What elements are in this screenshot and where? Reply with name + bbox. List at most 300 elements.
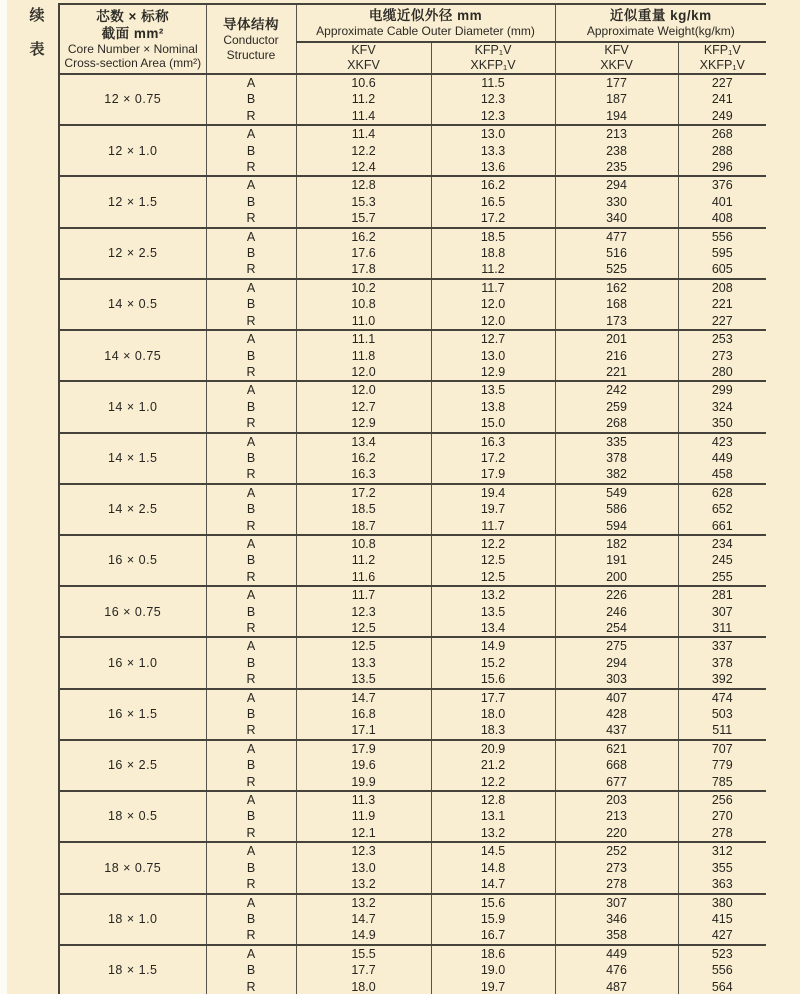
table-row xyxy=(59,484,766,501)
cell-core-area: 14 × 1.5 xyxy=(59,433,206,484)
cell-diameter-kfv: 10.8 xyxy=(296,296,431,312)
cell-diameter-kfp1v: 16.5 xyxy=(431,194,555,210)
cell-conductor-structure: A xyxy=(206,176,296,193)
cell-core-area: 16 × 2.5 xyxy=(59,740,206,791)
cell-diameter-kfp1v: 19.7 xyxy=(431,501,555,517)
cell-diameter-kfv: 11.8 xyxy=(296,348,431,364)
cell-diameter-kfv: 16.2 xyxy=(296,450,431,466)
cell-weight-kfv: 173 xyxy=(555,313,678,330)
table-header xyxy=(59,4,766,74)
cell-weight-kfp1v: 324 xyxy=(678,399,766,415)
cell-conductor-structure: B xyxy=(206,655,296,671)
cell-weight-kfv: 220 xyxy=(555,825,678,842)
cell-diameter-kfp1v: 12.9 xyxy=(431,364,555,381)
cell-diameter-kfp1v: 13.8 xyxy=(431,399,555,415)
cell-conductor-structure: R xyxy=(206,313,296,330)
cell-weight-kfv: 182 xyxy=(555,535,678,552)
cell-conductor-structure: A xyxy=(206,279,296,296)
cell-weight-kfp1v: 296 xyxy=(678,159,766,176)
cell-diameter-kfp1v: 12.7 xyxy=(431,330,555,347)
cell-diameter-kfp1v: 12.0 xyxy=(431,313,555,330)
cell-weight-kfp1v: 227 xyxy=(678,313,766,330)
cell-conductor-structure: A xyxy=(206,637,296,654)
cell-diameter-kfv: 16.3 xyxy=(296,466,431,483)
cell-diameter-kfv: 17.6 xyxy=(296,245,431,261)
cell-diameter-kfv: 12.1 xyxy=(296,825,431,842)
cell-diameter-kfv: 13.2 xyxy=(296,876,431,893)
cell-conductor-structure: A xyxy=(206,433,296,450)
cell-weight-kfp1v: 350 xyxy=(678,415,766,432)
table-row xyxy=(59,228,766,245)
cell-weight-kfv: 358 xyxy=(555,927,678,944)
cell-conductor-structure: A xyxy=(206,330,296,347)
cell-weight-kfv: 246 xyxy=(555,604,678,620)
cell-conductor-structure: A xyxy=(206,125,296,142)
cell-core-area: 12 × 1.0 xyxy=(59,125,206,176)
cell-weight-kfp1v: 556 xyxy=(678,228,766,245)
cell-diameter-kfv: 11.9 xyxy=(296,808,431,824)
cell-weight-kfp1v: 392 xyxy=(678,671,766,688)
cell-conductor-structure: R xyxy=(206,927,296,944)
cell-weight-kfv: 594 xyxy=(555,518,678,535)
cell-diameter-kfv: 17.8 xyxy=(296,261,431,278)
cell-diameter-kfv: 12.9 xyxy=(296,415,431,432)
cell-diameter-kfp1v: 17.2 xyxy=(431,210,555,227)
cell-diameter-kfp1v: 12.0 xyxy=(431,296,555,312)
cell-diameter-kfv: 11.4 xyxy=(296,125,431,142)
cell-conductor-structure: B xyxy=(206,706,296,722)
cell-weight-kfv: 294 xyxy=(555,176,678,193)
cell-diameter-kfv: 11.1 xyxy=(296,330,431,347)
cell-diameter-kfp1v: 12.5 xyxy=(431,552,555,568)
table-row xyxy=(59,176,766,193)
cell-weight-kfv: 238 xyxy=(555,143,678,159)
cell-weight-kfp1v: 363 xyxy=(678,876,766,893)
cell-weight-kfv: 476 xyxy=(555,962,678,978)
continued-table-label xyxy=(28,4,46,59)
cell-conductor-structure: B xyxy=(206,143,296,159)
table-row xyxy=(59,894,766,911)
cable-spec-table xyxy=(58,3,766,994)
cell-weight-kfp1v: 241 xyxy=(678,91,766,107)
cell-weight-kfv: 191 xyxy=(555,552,678,568)
cell-diameter-kfp1v: 16.7 xyxy=(431,927,555,944)
cell-diameter-kfv: 11.7 xyxy=(296,586,431,603)
cell-diameter-kfp1v: 15.6 xyxy=(431,671,555,688)
cell-diameter-kfp1v: 11.7 xyxy=(431,279,555,296)
cell-diameter-kfv: 12.3 xyxy=(296,604,431,620)
cell-diameter-kfv: 17.7 xyxy=(296,962,431,978)
cell-weight-kfp1v: 273 xyxy=(678,348,766,364)
cell-diameter-kfv: 11.2 xyxy=(296,91,431,107)
cell-diameter-kfv: 12.3 xyxy=(296,842,431,859)
continued-table-char2: 表 xyxy=(29,41,45,58)
cell-weight-kfp1v: 378 xyxy=(678,655,766,671)
cell-weight-kfv: 221 xyxy=(555,364,678,381)
cell-core-area: 18 × 0.75 xyxy=(59,842,206,893)
cell-diameter-kfp1v: 12.5 xyxy=(431,569,555,586)
cell-conductor-structure: B xyxy=(206,911,296,927)
cell-weight-kfp1v: 278 xyxy=(678,825,766,842)
cell-diameter-kfv: 19.9 xyxy=(296,774,431,791)
cell-core-area: 14 × 0.75 xyxy=(59,330,206,381)
cell-weight-kfp1v: 227 xyxy=(678,74,766,91)
cell-diameter-kfv: 17.2 xyxy=(296,484,431,501)
cell-weight-kfv: 307 xyxy=(555,894,678,911)
table-row xyxy=(59,842,766,859)
cell-conductor-structure: A xyxy=(206,689,296,706)
cell-conductor-structure: R xyxy=(206,722,296,739)
table-row xyxy=(59,740,766,757)
cell-weight-kfp1v: 427 xyxy=(678,927,766,944)
cell-weight-kfp1v: 288 xyxy=(678,143,766,159)
cell-diameter-kfp1v: 18.6 xyxy=(431,945,555,962)
cell-conductor-structure: A xyxy=(206,484,296,501)
table-row xyxy=(59,637,766,654)
cell-diameter-kfp1v: 16.2 xyxy=(431,176,555,193)
cell-conductor-structure: A xyxy=(206,74,296,91)
cell-core-area: 16 × 0.5 xyxy=(59,535,206,586)
cell-diameter-kfp1v: 17.9 xyxy=(431,466,555,483)
header-core-area-en1: Core Number × Nominal xyxy=(67,41,198,56)
cell-weight-kfv: 235 xyxy=(555,159,678,176)
cell-weight-kfp1v: 380 xyxy=(678,894,766,911)
cell-core-area: 18 × 0.5 xyxy=(59,791,206,842)
cell-diameter-kfv: 12.5 xyxy=(296,620,431,637)
cell-weight-kfv: 242 xyxy=(555,381,678,398)
cell-diameter-kfv: 11.6 xyxy=(296,569,431,586)
cell-weight-kfv: 449 xyxy=(555,945,678,962)
cell-conductor-structure: R xyxy=(206,876,296,893)
cell-weight-kfp1v: 299 xyxy=(678,381,766,398)
cell-diameter-kfv: 12.4 xyxy=(296,159,431,176)
header-diameter-kfv: KFV XKFV xyxy=(296,42,431,74)
cell-conductor-structure: B xyxy=(206,552,296,568)
cell-weight-kfp1v: 234 xyxy=(678,535,766,552)
header-weight-en: Approximate Weight(kg/km) xyxy=(586,24,735,39)
cell-diameter-kfp1v: 20.9 xyxy=(431,740,555,757)
cell-weight-kfp1v: 255 xyxy=(678,569,766,586)
cell-weight-kfv: 516 xyxy=(555,245,678,261)
cell-diameter-kfv: 14.9 xyxy=(296,927,431,944)
cell-core-area: 12 × 0.75 xyxy=(59,74,206,125)
table-row xyxy=(59,125,766,142)
cell-diameter-kfp1v: 14.8 xyxy=(431,860,555,876)
cell-diameter-kfp1v: 13.5 xyxy=(431,381,555,398)
cell-diameter-kfp1v: 19.7 xyxy=(431,979,555,994)
cell-conductor-structure: B xyxy=(206,399,296,415)
cell-diameter-kfp1v: 12.2 xyxy=(431,535,555,552)
cell-weight-kfv: 273 xyxy=(555,860,678,876)
cell-conductor-structure: R xyxy=(206,210,296,227)
table-row xyxy=(59,74,766,91)
cell-weight-kfp1v: 253 xyxy=(678,330,766,347)
cell-diameter-kfv: 12.0 xyxy=(296,364,431,381)
cell-weight-kfv: 213 xyxy=(555,125,678,142)
cell-weight-kfp1v: 337 xyxy=(678,637,766,654)
cell-diameter-kfv: 17.9 xyxy=(296,740,431,757)
cell-diameter-kfp1v: 15.9 xyxy=(431,911,555,927)
cell-diameter-kfp1v: 13.5 xyxy=(431,604,555,620)
cell-diameter-kfp1v: 13.1 xyxy=(431,808,555,824)
header-conductor-en2: Structure xyxy=(226,47,276,62)
cell-conductor-structure: B xyxy=(206,860,296,876)
cell-conductor-structure: A xyxy=(206,228,296,245)
cell-weight-kfp1v: 605 xyxy=(678,261,766,278)
header-diameter-en: Approximate Cable Outer Diameter (mm) xyxy=(316,24,535,39)
cell-weight-kfp1v: 458 xyxy=(678,466,766,483)
cell-conductor-structure: B xyxy=(206,348,296,364)
cell-weight-kfp1v: 779 xyxy=(678,757,766,773)
table-container xyxy=(58,3,772,994)
header-core-area-zh1: 芯数 × 标称 xyxy=(96,8,170,24)
table-row xyxy=(59,279,766,296)
table-row xyxy=(59,381,766,398)
page-left-edge xyxy=(0,0,7,994)
cell-diameter-kfp1v: 13.4 xyxy=(431,620,555,637)
cell-diameter-kfv: 15.3 xyxy=(296,194,431,210)
cell-conductor-structure: A xyxy=(206,842,296,859)
cell-diameter-kfv: 16.8 xyxy=(296,706,431,722)
table-row xyxy=(59,433,766,450)
cell-weight-kfv: 340 xyxy=(555,210,678,227)
cell-diameter-kfp1v: 17.7 xyxy=(431,689,555,706)
table-row xyxy=(59,791,766,808)
cell-conductor-structure: R xyxy=(206,671,296,688)
header-core-area xyxy=(59,4,206,74)
cell-conductor-structure: A xyxy=(206,791,296,808)
cell-diameter-kfv: 13.2 xyxy=(296,894,431,911)
cell-conductor-structure: A xyxy=(206,740,296,757)
cell-weight-kfv: 677 xyxy=(555,774,678,791)
cell-weight-kfv: 201 xyxy=(555,330,678,347)
cell-core-area: 12 × 2.5 xyxy=(59,228,206,279)
cell-diameter-kfv: 10.2 xyxy=(296,279,431,296)
cell-conductor-structure: R xyxy=(206,620,296,637)
cell-diameter-kfv: 14.7 xyxy=(296,689,431,706)
cell-weight-kfp1v: 268 xyxy=(678,125,766,142)
cell-conductor-structure: R xyxy=(206,569,296,586)
cell-core-area: 14 × 0.5 xyxy=(59,279,206,330)
cell-weight-kfp1v: 307 xyxy=(678,604,766,620)
cell-weight-kfv: 203 xyxy=(555,791,678,808)
cell-weight-kfp1v: 503 xyxy=(678,706,766,722)
cell-weight-kfp1v: 249 xyxy=(678,108,766,125)
cell-conductor-structure: R xyxy=(206,159,296,176)
cell-conductor-structure: B xyxy=(206,245,296,261)
header-weight xyxy=(555,4,766,42)
cell-diameter-kfv: 11.4 xyxy=(296,108,431,125)
cell-weight-kfv: 254 xyxy=(555,620,678,637)
cell-diameter-kfv: 10.6 xyxy=(296,74,431,91)
cell-diameter-kfv: 15.7 xyxy=(296,210,431,227)
cell-core-area: 14 × 1.0 xyxy=(59,381,206,432)
cell-weight-kfp1v: 661 xyxy=(678,518,766,535)
cell-diameter-kfp1v: 12.3 xyxy=(431,91,555,107)
header-core-area-en2: Cross-section Area (mm²) xyxy=(64,56,202,70)
cell-conductor-structure: A xyxy=(206,945,296,962)
cell-conductor-structure: B xyxy=(206,450,296,466)
cell-weight-kfp1v: 423 xyxy=(678,433,766,450)
cell-diameter-kfp1v: 14.5 xyxy=(431,842,555,859)
cell-weight-kfp1v: 401 xyxy=(678,194,766,210)
cell-weight-kfv: 177 xyxy=(555,74,678,91)
header-weight-kfp1v: KFP₁V XKFP₁V xyxy=(678,42,766,74)
cell-diameter-kfv: 12.7 xyxy=(296,399,431,415)
table-row xyxy=(59,535,766,552)
cell-conductor-structure: B xyxy=(206,604,296,620)
cell-weight-kfp1v: 355 xyxy=(678,860,766,876)
cell-diameter-kfv: 19.6 xyxy=(296,757,431,773)
cell-weight-kfp1v: 245 xyxy=(678,552,766,568)
table-row xyxy=(59,586,766,603)
cell-weight-kfp1v: 474 xyxy=(678,689,766,706)
cell-diameter-kfv: 15.5 xyxy=(296,945,431,962)
cell-diameter-kfv: 16.2 xyxy=(296,228,431,245)
cell-conductor-structure: A xyxy=(206,535,296,552)
cell-diameter-kfp1v: 11.2 xyxy=(431,261,555,278)
cell-diameter-kfp1v: 12.2 xyxy=(431,774,555,791)
cell-weight-kfp1v: 312 xyxy=(678,842,766,859)
cell-core-area: 12 × 1.5 xyxy=(59,176,206,227)
cell-conductor-structure: B xyxy=(206,194,296,210)
cell-diameter-kfp1v: 11.7 xyxy=(431,518,555,535)
cell-weight-kfp1v: 595 xyxy=(678,245,766,261)
cell-weight-kfv: 168 xyxy=(555,296,678,312)
cell-weight-kfv: 278 xyxy=(555,876,678,893)
cell-diameter-kfv: 11.2 xyxy=(296,552,431,568)
cell-weight-kfp1v: 408 xyxy=(678,210,766,227)
cell-diameter-kfp1v: 12.8 xyxy=(431,791,555,808)
cell-weight-kfv: 477 xyxy=(555,228,678,245)
cell-diameter-kfp1v: 12.3 xyxy=(431,108,555,125)
cell-diameter-kfv: 10.8 xyxy=(296,535,431,552)
cell-weight-kfp1v: 564 xyxy=(678,979,766,994)
cell-weight-kfp1v: 628 xyxy=(678,484,766,501)
cell-weight-kfv: 330 xyxy=(555,194,678,210)
cell-weight-kfv: 213 xyxy=(555,808,678,824)
cell-diameter-kfp1v: 19.0 xyxy=(431,962,555,978)
cell-diameter-kfp1v: 13.2 xyxy=(431,825,555,842)
cell-weight-kfv: 525 xyxy=(555,261,678,278)
cell-diameter-kfp1v: 13.3 xyxy=(431,143,555,159)
cell-core-area: 16 × 1.5 xyxy=(59,689,206,740)
cell-weight-kfp1v: 281 xyxy=(678,586,766,603)
cell-diameter-kfp1v: 13.6 xyxy=(431,159,555,176)
cell-diameter-kfp1v: 18.0 xyxy=(431,706,555,722)
cell-weight-kfv: 407 xyxy=(555,689,678,706)
cell-diameter-kfp1v: 11.5 xyxy=(431,74,555,91)
table-body xyxy=(59,74,766,994)
cell-weight-kfv: 335 xyxy=(555,433,678,450)
cell-weight-kfv: 437 xyxy=(555,722,678,739)
header-conductor-en1: Conductor xyxy=(223,33,279,47)
cell-weight-kfv: 586 xyxy=(555,501,678,517)
cell-weight-kfv: 275 xyxy=(555,637,678,654)
header-weight-zh: 近似重量 kg/km xyxy=(609,8,712,24)
cell-diameter-kfv: 11.0 xyxy=(296,313,431,330)
cell-core-area: 18 × 1.0 xyxy=(59,894,206,945)
header-diameter-zh: 电缆近似外径 mm xyxy=(368,8,483,24)
cell-diameter-kfp1v: 15.2 xyxy=(431,655,555,671)
header-core-area-zh2: 截面 mm² xyxy=(101,25,164,41)
cell-weight-kfp1v: 221 xyxy=(678,296,766,312)
cell-conductor-structure: R xyxy=(206,518,296,535)
header-diameter xyxy=(296,4,555,42)
cell-diameter-kfv: 18.5 xyxy=(296,501,431,517)
cell-weight-kfp1v: 311 xyxy=(678,620,766,637)
cell-conductor-structure: R xyxy=(206,415,296,432)
cell-diameter-kfp1v: 18.3 xyxy=(431,722,555,739)
cell-conductor-structure: R xyxy=(206,261,296,278)
cell-diameter-kfp1v: 13.2 xyxy=(431,586,555,603)
cell-conductor-structure: B xyxy=(206,91,296,107)
cell-diameter-kfv: 11.3 xyxy=(296,791,431,808)
cell-weight-kfv: 252 xyxy=(555,842,678,859)
cell-diameter-kfv: 12.5 xyxy=(296,637,431,654)
cell-diameter-kfp1v: 18.5 xyxy=(431,228,555,245)
cell-diameter-kfv: 17.1 xyxy=(296,722,431,739)
cell-diameter-kfv: 18.0 xyxy=(296,979,431,994)
cell-diameter-kfp1v: 14.9 xyxy=(431,637,555,654)
cell-diameter-kfp1v: 18.8 xyxy=(431,245,555,261)
cell-weight-kfv: 487 xyxy=(555,979,678,994)
cell-core-area: 16 × 1.0 xyxy=(59,637,206,688)
cell-core-area: 14 × 2.5 xyxy=(59,484,206,535)
cell-weight-kfv: 346 xyxy=(555,911,678,927)
cell-conductor-structure: A xyxy=(206,381,296,398)
cell-weight-kfv: 200 xyxy=(555,569,678,586)
cell-weight-kfv: 303 xyxy=(555,671,678,688)
cell-diameter-kfp1v: 15.6 xyxy=(431,894,555,911)
cell-weight-kfv: 378 xyxy=(555,450,678,466)
cell-conductor-structure: R xyxy=(206,466,296,483)
cell-core-area: 16 × 0.75 xyxy=(59,586,206,637)
cell-weight-kfp1v: 449 xyxy=(678,450,766,466)
cell-diameter-kfp1v: 13.0 xyxy=(431,348,555,364)
cell-conductor-structure: B xyxy=(206,296,296,312)
header-conductor-structure xyxy=(206,4,296,74)
cell-diameter-kfp1v: 14.7 xyxy=(431,876,555,893)
cell-core-area: 18 × 1.5 xyxy=(59,945,206,994)
cell-conductor-structure: R xyxy=(206,825,296,842)
cell-diameter-kfp1v: 13.0 xyxy=(431,125,555,142)
cell-diameter-kfp1v: 16.3 xyxy=(431,433,555,450)
cell-weight-kfp1v: 707 xyxy=(678,740,766,757)
cell-conductor-structure: R xyxy=(206,108,296,125)
cell-weight-kfv: 294 xyxy=(555,655,678,671)
cell-weight-kfp1v: 556 xyxy=(678,962,766,978)
cell-conductor-structure: B xyxy=(206,962,296,978)
cell-weight-kfv: 162 xyxy=(555,279,678,296)
cell-weight-kfp1v: 415 xyxy=(678,911,766,927)
cell-diameter-kfv: 13.3 xyxy=(296,655,431,671)
header-row-main xyxy=(59,4,766,42)
cell-conductor-structure: R xyxy=(206,364,296,381)
cell-weight-kfv: 621 xyxy=(555,740,678,757)
cell-diameter-kfv: 12.8 xyxy=(296,176,431,193)
cell-diameter-kfv: 12.0 xyxy=(296,381,431,398)
header-conductor-zh: 导体结构 xyxy=(223,17,279,32)
cell-weight-kfv: 549 xyxy=(555,484,678,501)
cell-weight-kfv: 187 xyxy=(555,91,678,107)
cell-weight-kfp1v: 376 xyxy=(678,176,766,193)
cell-weight-kfv: 226 xyxy=(555,586,678,603)
cell-conductor-structure: R xyxy=(206,774,296,791)
cell-conductor-structure: A xyxy=(206,586,296,603)
cell-weight-kfp1v: 280 xyxy=(678,364,766,381)
cell-diameter-kfv: 13.4 xyxy=(296,433,431,450)
